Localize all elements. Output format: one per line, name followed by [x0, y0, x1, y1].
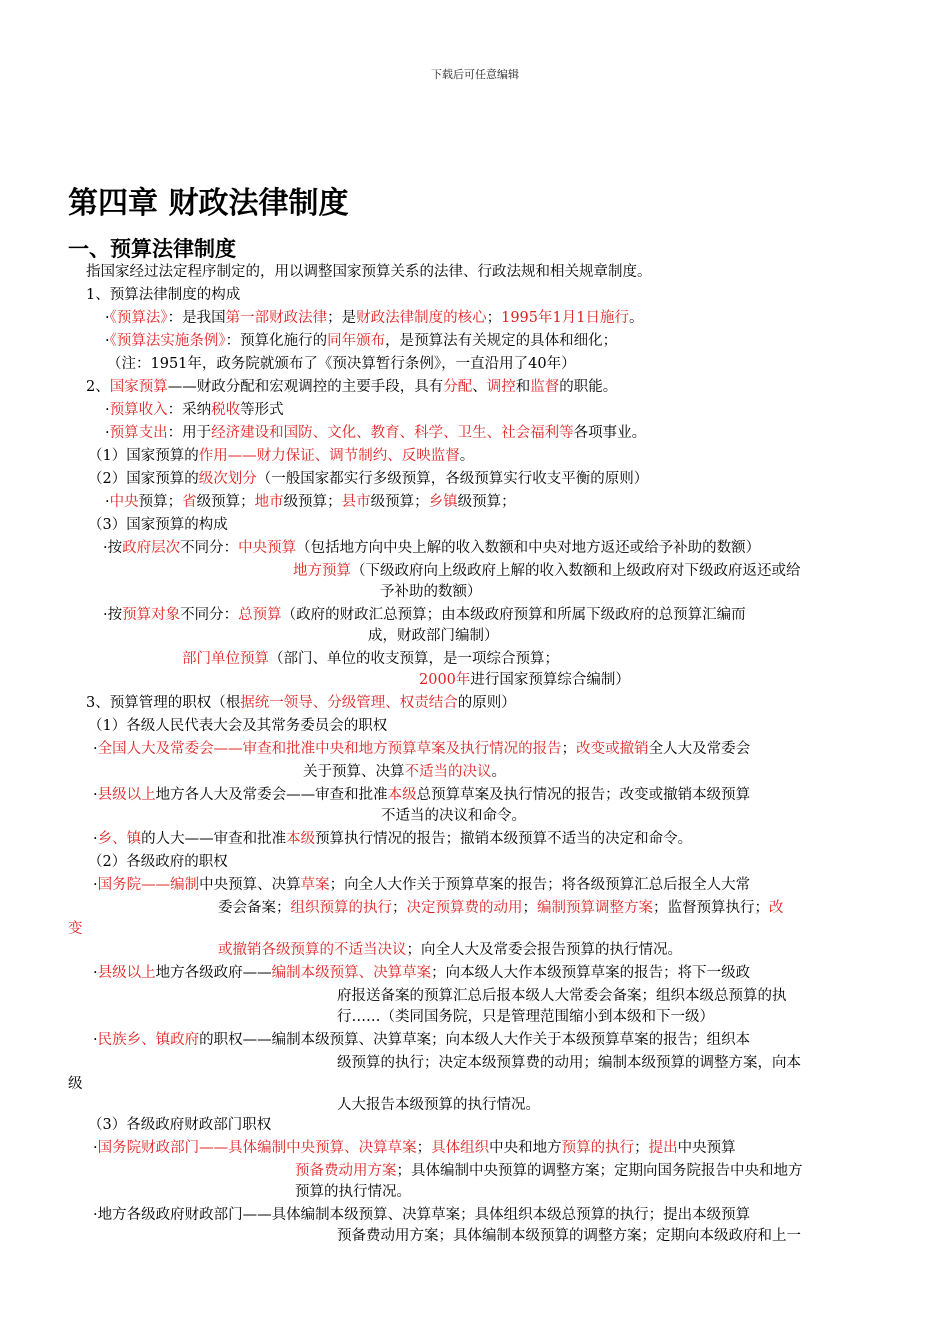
text-segment: （1）各级人民代表大会及其常务委员会的职权: [88, 718, 388, 734]
text-line: [88, 515, 228, 535]
text-segment: 的原则）: [457, 695, 516, 711]
text-segment: 人大报告本级预算的执行情况。: [337, 1097, 540, 1113]
highlighted-text: 县级以上: [97, 787, 156, 803]
text-segment: ；具体编制中央预算的调整方案；定期向国务院报告中央和地方: [396, 1163, 803, 1179]
chapter-title: 第四章 财政法律制度: [68, 186, 349, 221]
text-segment: （包括地方向中央上解的收入数额和中央对地方返还或给予补助的数额）: [296, 540, 761, 556]
highlighted-text: 预备费动用方案: [295, 1163, 397, 1179]
text-segment: ；监督预算执行；: [653, 900, 769, 916]
text-line: [68, 1074, 83, 1094]
text-segment: （注：1951年，政务院就颁布了《预决算暂行条例》，一直沿用了40年）: [107, 356, 576, 372]
text-segment: 预算执行情况的报告；撤销本级预算不适当的决定和命令。: [315, 831, 693, 847]
text-segment: 级预算；: [457, 494, 516, 510]
highlighted-text: 民族乡、镇政府: [97, 1032, 200, 1048]
text-line: [107, 354, 576, 374]
highlighted-text: 经济建设和国防、文化、教育、科学、卫生、社会福利等: [211, 425, 574, 441]
highlighted-text: 部门单位预算: [182, 651, 269, 667]
highlighted-text: 地方预算: [293, 563, 351, 579]
text-segment: 等形式: [240, 402, 284, 418]
text-segment: 预备费动用方案；具体编制本级预算的调整方案；定期向本级政府和上一: [337, 1228, 801, 1244]
text-segment: （一般国家都实行多级预算，各级预算实行收支平衡的原则）: [256, 471, 649, 487]
text-line: [88, 852, 228, 872]
text-segment: 不适当的决议和命令。: [381, 808, 526, 824]
highlighted-text: 草案: [300, 877, 330, 893]
highlighted-text: 预算收入: [109, 402, 168, 418]
text-line: [88, 469, 648, 489]
text-segment: （下级政府向上级政府上解的收入数额和上级政府对下级政府返还或给: [351, 563, 801, 579]
highlighted-text: 改变或撤销: [576, 741, 649, 757]
text-segment: ；: [634, 1140, 649, 1156]
highlighted-text: 级次划分: [198, 471, 257, 487]
text-segment: 级预算的执行；决定本级预算费的动用；编制本级预算的调整方案，向本: [337, 1055, 801, 1071]
text-line: [303, 762, 506, 782]
text-segment: 级预算；: [196, 494, 255, 510]
text-segment: 。: [459, 448, 475, 464]
highlighted-text: 监督: [530, 379, 560, 395]
text-segment: 级预算；: [283, 494, 342, 510]
text-segment: （2）国家预算的: [88, 471, 199, 487]
highlighted-text: 提出: [648, 1140, 678, 1156]
text-segment: （3）国家预算的构成: [88, 517, 228, 533]
text-segment: ·地方各级政府财政部门——具体编制本级预算、决算草案；具体组织本级总预算的执行；提出本级预算: [93, 1207, 751, 1223]
highlighted-text: 调控: [486, 379, 516, 395]
text-segment: 指国家经过法定程序制定的，用以调整国家预算关系的法律、行政法规和相关规章制度。: [86, 264, 652, 280]
text-segment: ·: [105, 494, 110, 510]
text-segment: 。: [491, 764, 506, 780]
text-segment: ·: [105, 333, 110, 349]
highlighted-text: 乡、镇: [97, 831, 142, 847]
text-line: [381, 806, 526, 826]
highlighted-text: 国务院财政部门——具体编制中央预算、决算草案: [97, 1140, 417, 1156]
text-line: [419, 670, 630, 690]
text-segment: 不同分：: [180, 607, 239, 623]
highlighted-text: 不适当的决议: [404, 764, 492, 780]
text-segment: 、: [472, 379, 487, 395]
text-line: [93, 875, 750, 895]
text-segment: 各项事业。: [573, 425, 647, 441]
text-segment: ·按: [103, 540, 123, 556]
text-segment: 级预算；: [370, 494, 429, 510]
highlighted-text: 县级以上: [97, 965, 156, 981]
highlighted-text: 变: [68, 921, 83, 937]
text-segment: ；: [486, 310, 502, 326]
text-segment: 的职权——编制本级预算、决算草案；向本级人大作关于本级预算草案的报告；组织本: [199, 1032, 751, 1048]
text-line: [105, 308, 643, 328]
text-line: [105, 400, 284, 420]
text-segment: 预算的执行情况。: [295, 1184, 411, 1200]
highlighted-text: 本级: [286, 831, 316, 847]
text-segment: 进行国家预算综合编制）: [470, 672, 630, 688]
text-line: [93, 1205, 750, 1225]
text-segment: ·: [105, 310, 110, 326]
text-segment: （2）各级政府的职权: [88, 854, 228, 870]
text-segment: ·: [93, 1140, 98, 1156]
highlighted-text: 本级: [387, 787, 417, 803]
text-line: [86, 262, 652, 282]
text-line: [295, 1182, 411, 1202]
text-line: [105, 331, 617, 351]
text-segment: 予补助的数额）: [380, 584, 482, 600]
highlighted-text: 《预算法实施条例》: [109, 333, 226, 349]
text-segment: 关于预算、决算: [303, 764, 405, 780]
text-segment: 中央和地方: [489, 1140, 562, 1156]
text-segment: ；是: [327, 310, 357, 326]
text-line: [337, 1095, 540, 1115]
highlighted-text: 作用——财力保证、调节制约、反映监督: [198, 448, 460, 464]
text-line: [295, 1161, 803, 1181]
text-segment: 总预算草案及执行情况的报告；改变或撤销本级预算: [416, 787, 751, 803]
highlighted-text: 组织预算的执行: [290, 900, 392, 916]
text-segment: 委会备案；: [218, 900, 291, 916]
text-line: [105, 423, 646, 443]
text-segment: 中央预算: [677, 1140, 736, 1156]
text-segment: 中央预算、决算: [199, 877, 301, 893]
text-segment: ·: [93, 877, 98, 893]
text-segment: ：用于: [167, 425, 212, 441]
text-segment: 地方各人大及常委会——审查和批准: [155, 787, 388, 803]
section-title: 一、预算法律制度: [68, 237, 236, 261]
text-line: [218, 940, 682, 960]
highlighted-text: 总预算: [238, 607, 282, 623]
text-segment: 级: [68, 1076, 83, 1092]
highlighted-text: 中央: [109, 494, 139, 510]
text-line: [86, 285, 240, 305]
text-line: [68, 919, 83, 939]
text-segment: ：采纳: [167, 402, 212, 418]
highlighted-text: 第一部财政法律: [225, 310, 328, 326]
text-segment: 不同分：: [180, 540, 239, 556]
text-segment: ，是预算法有关规定的具体和细化；: [385, 333, 618, 349]
text-line: [86, 377, 617, 397]
text-segment: ：预算化施行的: [225, 333, 328, 349]
highlighted-text: 省: [182, 494, 197, 510]
highlighted-text: 国家预算: [109, 379, 168, 395]
text-segment: 的人大——审查和批准: [141, 831, 287, 847]
text-line: [93, 1030, 750, 1050]
text-segment: （1）国家预算的: [88, 448, 199, 464]
text-segment: 地方各级政府——: [155, 965, 272, 981]
text-segment: 和: [515, 379, 531, 395]
text-line: [293, 561, 801, 581]
text-segment: （部门、单位的收支预算，是一项综合预算；: [269, 651, 559, 667]
text-line: [337, 1226, 801, 1246]
highlighted-text: 或撤销各级预算的不适当决议: [218, 942, 407, 958]
text-segment: 府报送备案的预算汇总后报本级人大常委会备案；组织本级总预算的执: [337, 988, 787, 1004]
text-segment: ；: [416, 1140, 432, 1156]
text-segment: ·: [93, 741, 98, 757]
highlighted-text: 财政法律制度的核心: [356, 310, 487, 326]
text-line: [182, 649, 559, 669]
text-line: [93, 963, 750, 983]
text-segment: ·: [105, 425, 110, 441]
highlighted-text: 全国人大及常委会——审查和批准中央和地方预算草案及执行情况的报告: [97, 741, 562, 757]
highlighted-text: 1995年1月1日施行: [501, 310, 629, 326]
highlighted-text: 乡镇: [428, 494, 458, 510]
highlighted-text: 地市: [254, 494, 284, 510]
text-line: [86, 693, 516, 713]
highlighted-text: 据统一领导、分级管理、权责结合: [240, 695, 458, 711]
text-segment: 。: [628, 310, 644, 326]
text-line: [103, 538, 760, 558]
text-segment: ·: [93, 1032, 98, 1048]
text-segment: ；: [392, 900, 407, 916]
text-line: [88, 446, 474, 466]
highlighted-text: 具体组织: [431, 1140, 490, 1156]
text-line: [103, 605, 746, 625]
text-segment: 成，财政部门编制）: [368, 628, 499, 644]
text-segment: 2、: [86, 379, 110, 395]
text-segment: ·: [93, 787, 98, 803]
text-segment: ·: [93, 965, 98, 981]
highlighted-text: 县市: [341, 494, 371, 510]
text-segment: ·: [93, 831, 98, 847]
highlighted-text: 改: [769, 900, 784, 916]
text-segment: （政府的财政汇总预算；由本级政府预算和所属下级政府的总预算汇编而: [281, 607, 746, 623]
text-line: [337, 986, 787, 1006]
text-segment: 的职能。: [559, 379, 618, 395]
text-line: [337, 1053, 801, 1073]
highlighted-text: 政府层次: [122, 540, 181, 556]
highlighted-text: 预算支出: [109, 425, 168, 441]
highlighted-text: 预算的执行: [561, 1140, 635, 1156]
text-segment: ；: [522, 900, 537, 916]
highlighted-text: 编制预算调整方案: [537, 900, 653, 916]
highlighted-text: 中央预算: [238, 540, 297, 556]
text-segment: 1、预算法律制度的构成: [86, 287, 241, 303]
text-line: [88, 716, 387, 736]
highlighted-text: 《预算法》: [109, 310, 168, 326]
text-segment: （3）各级政府财政部门职权: [88, 1117, 272, 1133]
text-line: [93, 785, 750, 805]
text-line: [380, 582, 482, 602]
highlighted-text: 2000年: [419, 672, 471, 688]
highlighted-text: 国务院——编制: [97, 877, 200, 893]
text-segment: ——财政分配和宏观调控的主要手段，具有: [167, 379, 444, 395]
text-segment: ；向本级人大作本级预算草案的报告；将下一级政: [431, 965, 751, 981]
highlighted-text: 编制本级预算、决算草案: [271, 965, 432, 981]
highlighted-text: 同年颁布: [327, 333, 386, 349]
highlighted-text: 分配: [443, 379, 473, 395]
text-segment: 预算；: [138, 494, 183, 510]
text-line: [93, 739, 750, 759]
text-line: [337, 1007, 714, 1027]
page-header: 下载后可任意编辑: [431, 68, 519, 81]
text-line: [88, 1115, 271, 1135]
highlighted-text: 决定预算费的动用: [406, 900, 523, 916]
highlighted-text: 税收: [211, 402, 241, 418]
text-line: [105, 492, 516, 512]
text-segment: ；向全人大及常委会报告预算的执行情况。: [406, 942, 682, 958]
text-line: [93, 1138, 736, 1158]
text-segment: ·按: [103, 607, 123, 623]
text-line: [218, 898, 784, 918]
text-segment: 全人大及常委会: [648, 741, 751, 757]
text-segment: ·: [105, 402, 110, 418]
text-segment: ：是我国: [167, 310, 226, 326]
text-line: [368, 626, 499, 646]
text-segment: 行……（类同国务院，只是管理范围缩小到本级和下一级）: [337, 1009, 714, 1025]
highlighted-text: 预算对象: [122, 607, 181, 623]
text-segment: ；向全人大作关于预算草案的报告；将各级预算汇总后报全人大常: [329, 877, 751, 893]
text-segment: ；: [561, 741, 577, 757]
text-line: [93, 829, 692, 849]
text-segment: 3、预算管理的职权（根: [86, 695, 241, 711]
